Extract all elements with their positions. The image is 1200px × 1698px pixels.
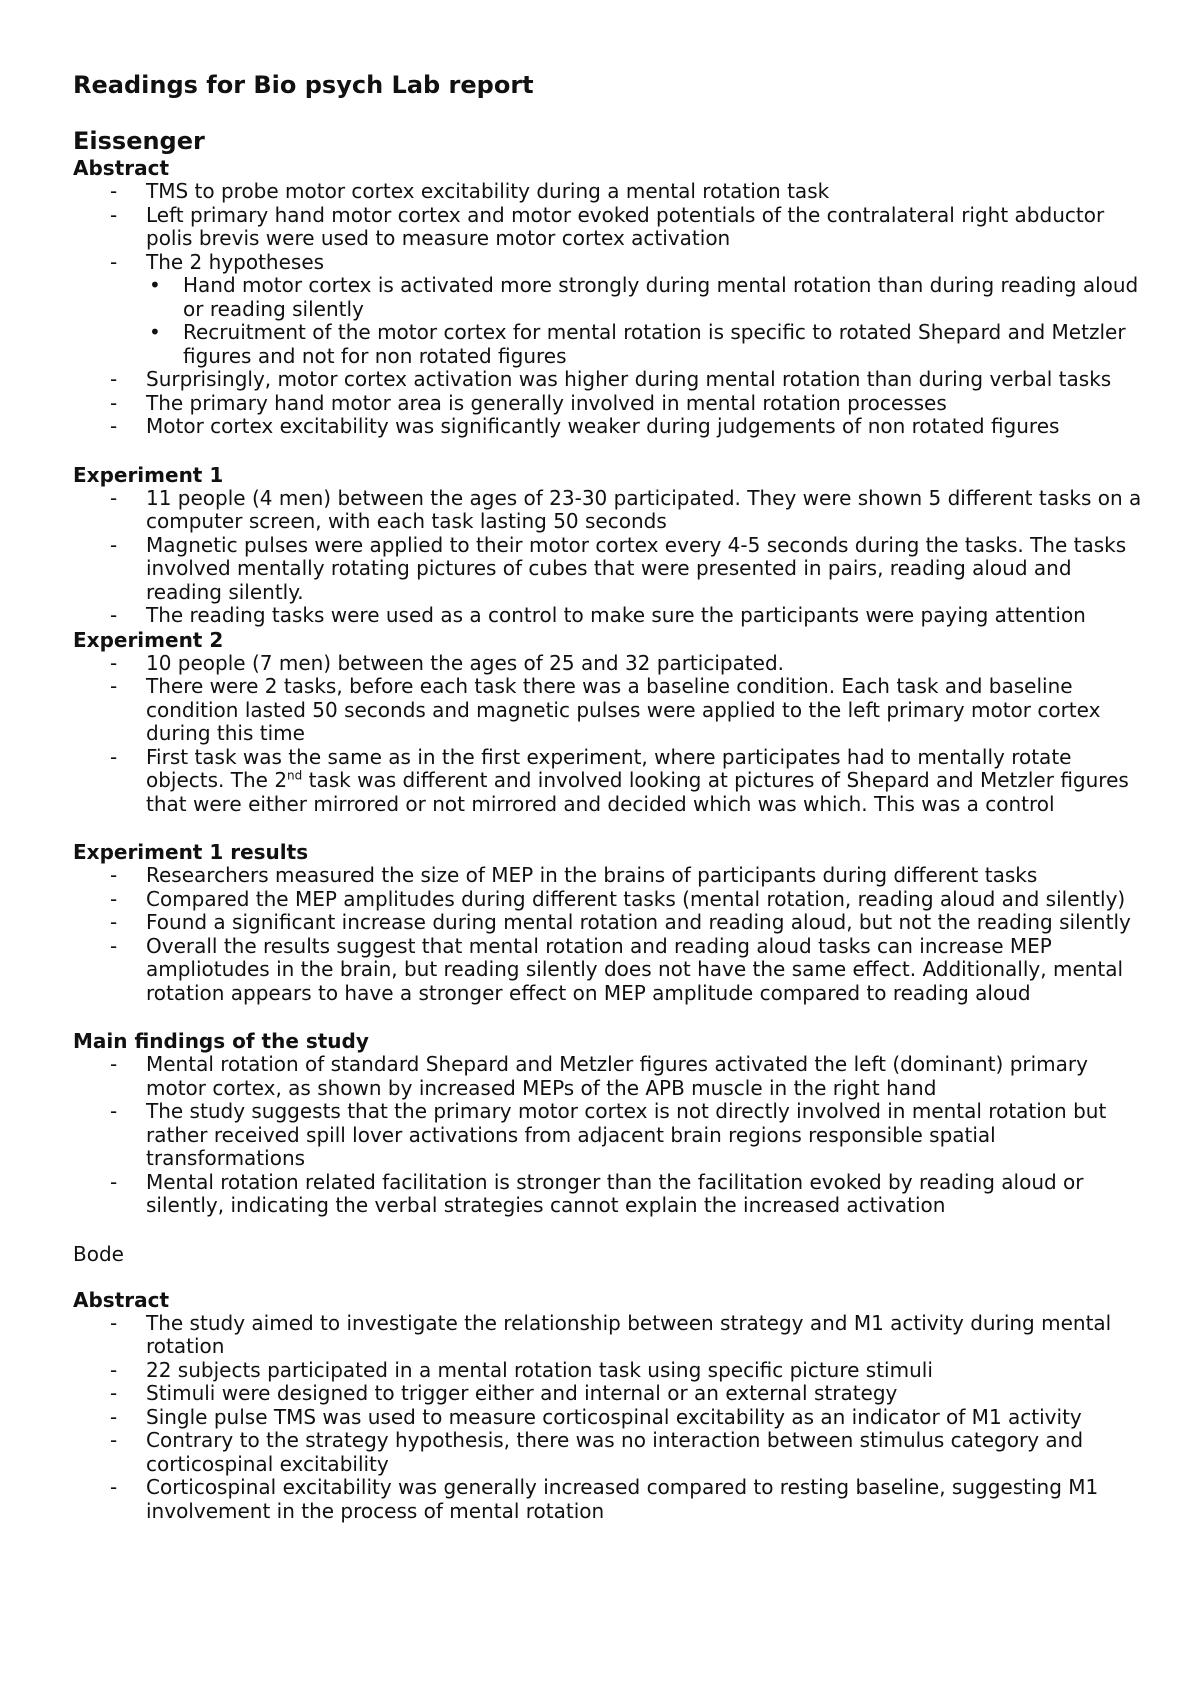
list-item-text: The 2 hypotheses: [146, 249, 325, 274]
list-item: - There were 2 tasks, before each task there was a baseline condition. Each task and baseline condition lasted 50 seconds and magnetic pulses were applied to the left primary motor cortex during this time: [73, 675, 1153, 746]
list-item-with-superscript: [73, 746, 1153, 817]
experiment-1-list: [73, 487, 1153, 628]
document-content: [73, 70, 1153, 1523]
list-item: - Stimuli were designed to trigger either and internal or an external strategy: [73, 1382, 1153, 1406]
list-item: - Mental rotation of standard Shepard and Metzler figures activated the left (dominant) primary motor cortex, as shown by increased MEPs of the APB muscle in the right hand: [73, 1053, 1153, 1100]
list-item: - The study aimed to investigate the relationship between strategy and M1 activity during mental rotation: [73, 1312, 1153, 1359]
main-findings-heading: Main findings of the study: [73, 1029, 369, 1053]
list-item: - Overall the results suggest that mental rotation and reading aloud tasks can increase MEP ampliotudes in the brain, but reading silently does not have the same effect. Additionally, mental rotation appears to have a stronger effect on MEP amplitude compared to reading aloud: [73, 935, 1153, 1006]
document-title: Readings for Bio psych Lab report: [73, 71, 534, 99]
section-bode: [73, 1242, 1153, 1524]
author-heading-bode: Bode: [73, 1241, 124, 1266]
hypotheses-list: [146, 274, 1153, 368]
list-item-hypotheses: [73, 251, 1153, 369]
list-item: - 11 people (4 men) between the ages of 23-30 participated. They were shown 5 different tasks on a computer screen, with each task lasting 50 seconds: [73, 487, 1153, 534]
experiment-1-results-list: [73, 864, 1153, 1005]
list-item: - Corticospinal excitability was generally increased compared to resting baseline, suggesting M1 involvement in the process of mental rotation: [73, 1476, 1153, 1523]
list-item: - Magnetic pulses were applied to their motor cortex every 4-5 seconds during the tasks. The tasks involved mentally rotating pictures of cubes that were presented in pairs, reading aloud and reading silently.: [73, 534, 1153, 605]
list-item: - The reading tasks were used as a control to make sure the participants were paying attention: [73, 604, 1153, 628]
bode-abstract-list: [73, 1312, 1153, 1524]
list-item: - The primary hand motor area is generally involved in mental rotation processes: [73, 392, 1153, 416]
author-heading-eissenger: Eissenger: [73, 127, 205, 155]
list-item: - Motor cortex excitability was significantly weaker during judgements of non rotated figures: [73, 415, 1153, 439]
bullet-item: • Hand motor cortex is activated more strongly during mental rotation than during reading aloud or reading silently: [146, 274, 1153, 321]
list-item-text: task was different and involved looking at pictures of Shepard and Metzler figures that were either mirrored or not mirrored and decided which was which. This was a control: [146, 768, 1129, 816]
list-item: - Mental rotation related facilitation is stronger than the facilitation evoked by reading aloud or silently, indicating the verbal strategies cannot explain the increased activation: [73, 1171, 1153, 1218]
experiment-1-heading: Experiment 1: [73, 462, 224, 487]
list-item: - Compared the MEP amplitudes during different tasks (mental rotation, reading aloud and silently): [73, 888, 1153, 912]
list-item: - Single pulse TMS was used to measure corticospinal excitability as an indicator of M1 activity: [73, 1406, 1153, 1430]
list-item: - The study suggests that the primary motor cortex is not directly involved in mental rotation but rather received spill lover activations from adjacent brain regions responsible spatial transformations: [73, 1100, 1153, 1171]
list-item: - TMS to probe motor cortex excitability during a mental rotation task: [73, 180, 1153, 204]
main-findings-list: [73, 1053, 1153, 1218]
ordinal-superscript: nd: [287, 768, 303, 783]
experiment-2-heading: Experiment 2: [73, 627, 224, 652]
experiment-1-results-heading: Experiment 1 results: [73, 840, 309, 864]
list-item: - Surprisingly, motor cortex activation was higher during mental rotation than during verbal tasks: [73, 368, 1153, 392]
list-item: - Researchers measured the size of MEP in the brains of participants during different tasks: [73, 864, 1153, 888]
list-item: - 22 subjects participated in a mental rotation task using specific picture stimuli: [73, 1359, 1153, 1383]
list-item-text: First task was the same as in the first experiment, where participates had to mentally rotate objects. The 2: [146, 744, 1072, 792]
list-item: - 10 people (7 men) between the ages of 25 and 32 participated.: [73, 652, 1153, 676]
bullet-item: • Recruitment of the motor cortex for mental rotation is specific to rotated Shepard and Metzler figures and not for non rotated figures: [146, 321, 1153, 368]
abstract-list: [73, 180, 1153, 439]
list-item: - Found a significant increase during mental rotation and reading aloud, but not the reading silently: [73, 911, 1153, 935]
abstract-heading: Abstract: [73, 1287, 170, 1312]
list-item: - Contrary to the strategy hypothesis, there was no interaction between stimulus category and corticospinal excitability: [73, 1429, 1153, 1476]
section-eissenger: [73, 126, 1153, 1218]
list-item: - Left primary hand motor cortex and motor evoked potentials of the contralateral right abductor polis brevis were used to measure motor cortex activation: [73, 204, 1153, 251]
experiment-2-list: [73, 652, 1153, 817]
abstract-heading: Abstract: [73, 156, 170, 180]
